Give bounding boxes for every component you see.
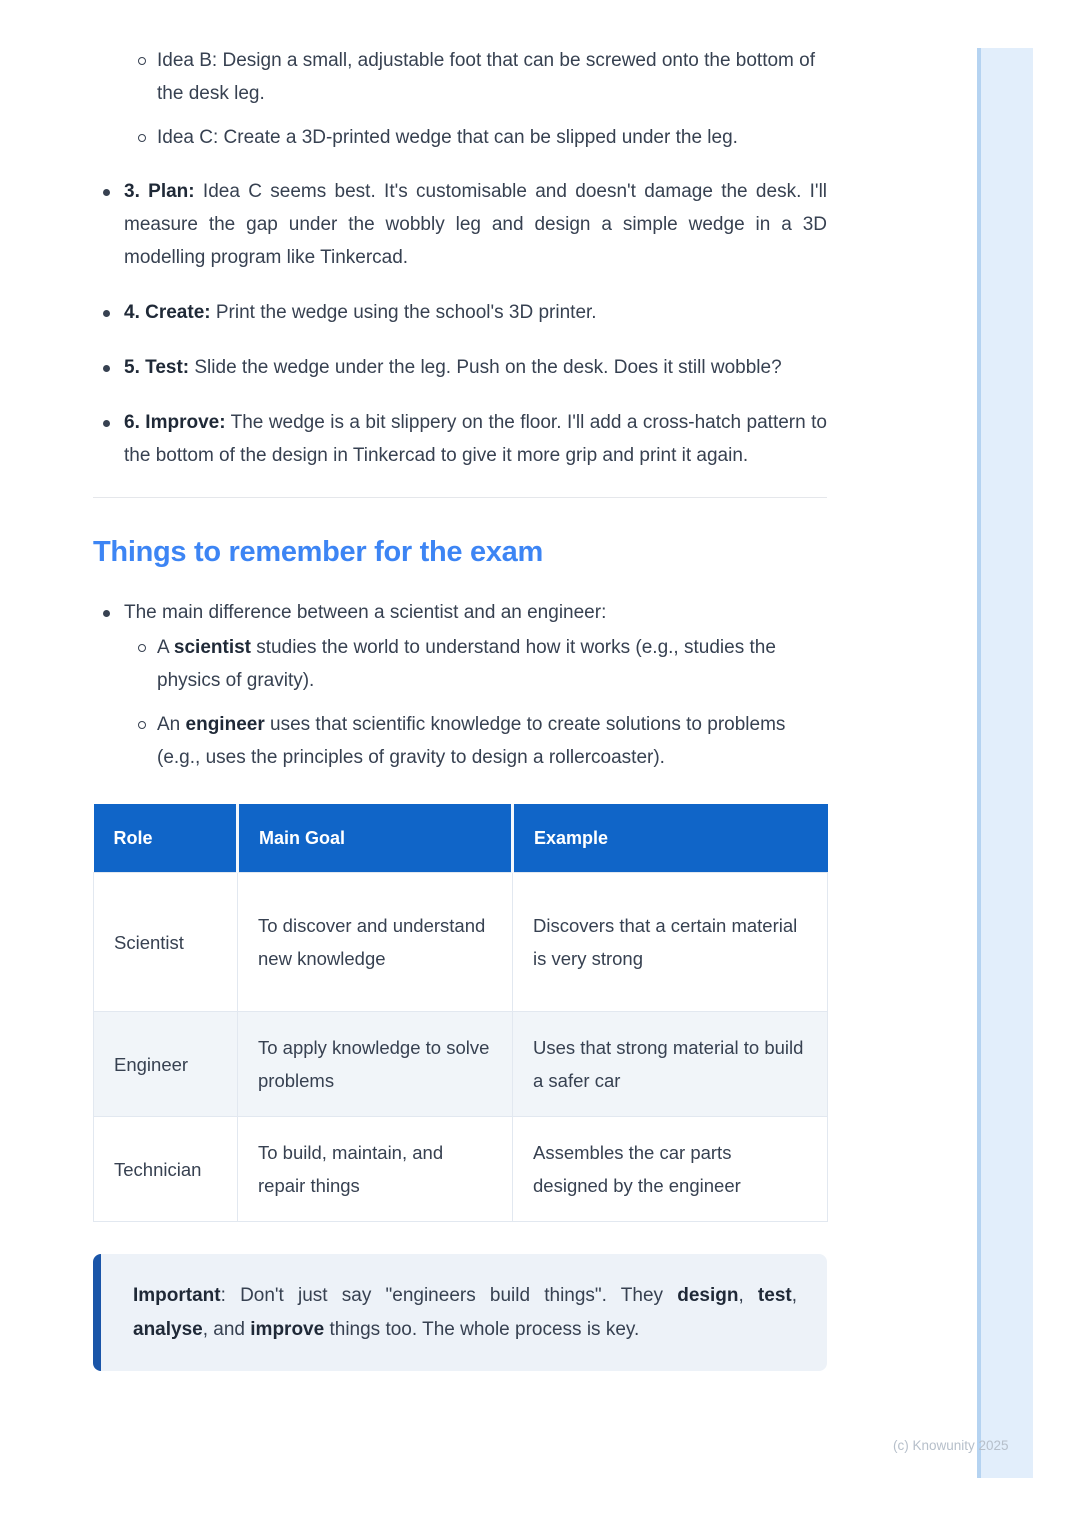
- open-circle-bullet-icon: [125, 44, 157, 77]
- step-create-text: 4. Create: Print the wedge using the school's 3D printer.: [124, 302, 597, 323]
- bullet-icon: [93, 175, 124, 208]
- bullet-icon: [93, 406, 124, 439]
- design-steps-list: [93, 175, 827, 472]
- table-row: [94, 1117, 828, 1222]
- important-callout-text: Important: Don't just say "engineers build things". They design, test, analyse, and improve things too. The whole process is key.: [133, 1285, 797, 1340]
- open-circle-bullet-icon: [125, 121, 157, 154]
- table-cell: To build, maintain, and repair things: [238, 1117, 513, 1222]
- table-row: [94, 873, 828, 1012]
- list-item-step-test: [93, 351, 827, 384]
- step-test-text: 5. Test: Slide the wedge under the leg. Push on the desk. Does it still wobble?: [124, 357, 782, 378]
- table-header-row: [94, 804, 828, 873]
- bullet-icon: [93, 296, 124, 329]
- idea-sublist: [125, 44, 827, 154]
- table-header-main-goal: Main Goal: [238, 804, 513, 873]
- list-item-idea-c: [125, 121, 827, 154]
- table-cell: To apply knowledge to solve problems: [238, 1012, 513, 1117]
- step-label: 4. Create:: [124, 302, 211, 323]
- table-cell: Engineer: [94, 1012, 238, 1117]
- scientist-text: A scientist studies the world to understand how it works (e.g., studies the physics of gravity).: [157, 637, 776, 691]
- table-cell: To discover and understand new knowledge: [238, 873, 513, 1012]
- section-divider: [93, 497, 827, 498]
- list-item-intro: [93, 596, 827, 629]
- step-label: 5. Test:: [124, 357, 190, 378]
- open-circle-bullet-icon: [125, 708, 157, 741]
- list-item-step-plan: [93, 175, 827, 274]
- table-cell: Discovers that a certain material is very strong: [513, 873, 828, 1012]
- table-cell: Scientist: [94, 873, 238, 1012]
- table-row: [94, 1012, 828, 1117]
- idea-c-text: Idea C: Create a 3D-printed wedge that can be slipped under the leg.: [157, 127, 738, 148]
- difference-sublist: [125, 631, 827, 774]
- section-heading: Things to remember for the exam: [93, 536, 543, 568]
- step-improve-text: 6. Improve: The wedge is a bit slippery on the floor. I'll add a cross-hatch pattern to the bottom of the design in Tinkercad to give it more grip and print it again.: [124, 412, 827, 466]
- bullet-icon: [93, 351, 124, 384]
- table-cell: Technician: [94, 1117, 238, 1222]
- list-item-step-create: [93, 296, 827, 329]
- list-item-idea-b: [125, 44, 827, 110]
- bullet-icon: [93, 596, 124, 629]
- table-header-example: Example: [513, 804, 828, 873]
- scrollbar[interactable]: [977, 48, 1033, 1478]
- list-item-engineer: [125, 708, 827, 774]
- important-callout: [93, 1254, 827, 1371]
- table-cell: Assembles the car parts designed by the engineer: [513, 1117, 828, 1222]
- step-label: 3. Plan:: [124, 181, 195, 202]
- open-circle-bullet-icon: [125, 631, 157, 664]
- table-header-role: Role: [94, 804, 238, 873]
- step-plan-text: 3. Plan: Idea C seems best. It's customisable and doesn't damage the desk. I'll measure the gap under the wobbly leg and design a simple wedge in a 3D modelling program like Tinkercad.: [124, 181, 828, 268]
- document-page: [93, 44, 827, 1371]
- idea-b-text: Idea B: Design a small, adjustable foot that can be screwed onto the bottom of the desk leg.: [157, 50, 816, 104]
- table-cell: Uses that strong material to build a safer car: [513, 1012, 828, 1117]
- list-item-scientist: [125, 631, 827, 697]
- list-item-step-improve: [93, 406, 827, 472]
- engineer-text: An engineer uses that scientific knowledge to create solutions to problems (e.g., uses the principles of gravity to design a rollercoaster).: [157, 714, 786, 768]
- intro-text: The main difference between a scientist and an engineer:: [124, 602, 607, 623]
- roles-comparison-table: [93, 804, 828, 1222]
- step-label: 6. Improve:: [124, 412, 226, 433]
- copyright-watermark: (c) Knowunity 2025: [893, 1438, 1009, 1453]
